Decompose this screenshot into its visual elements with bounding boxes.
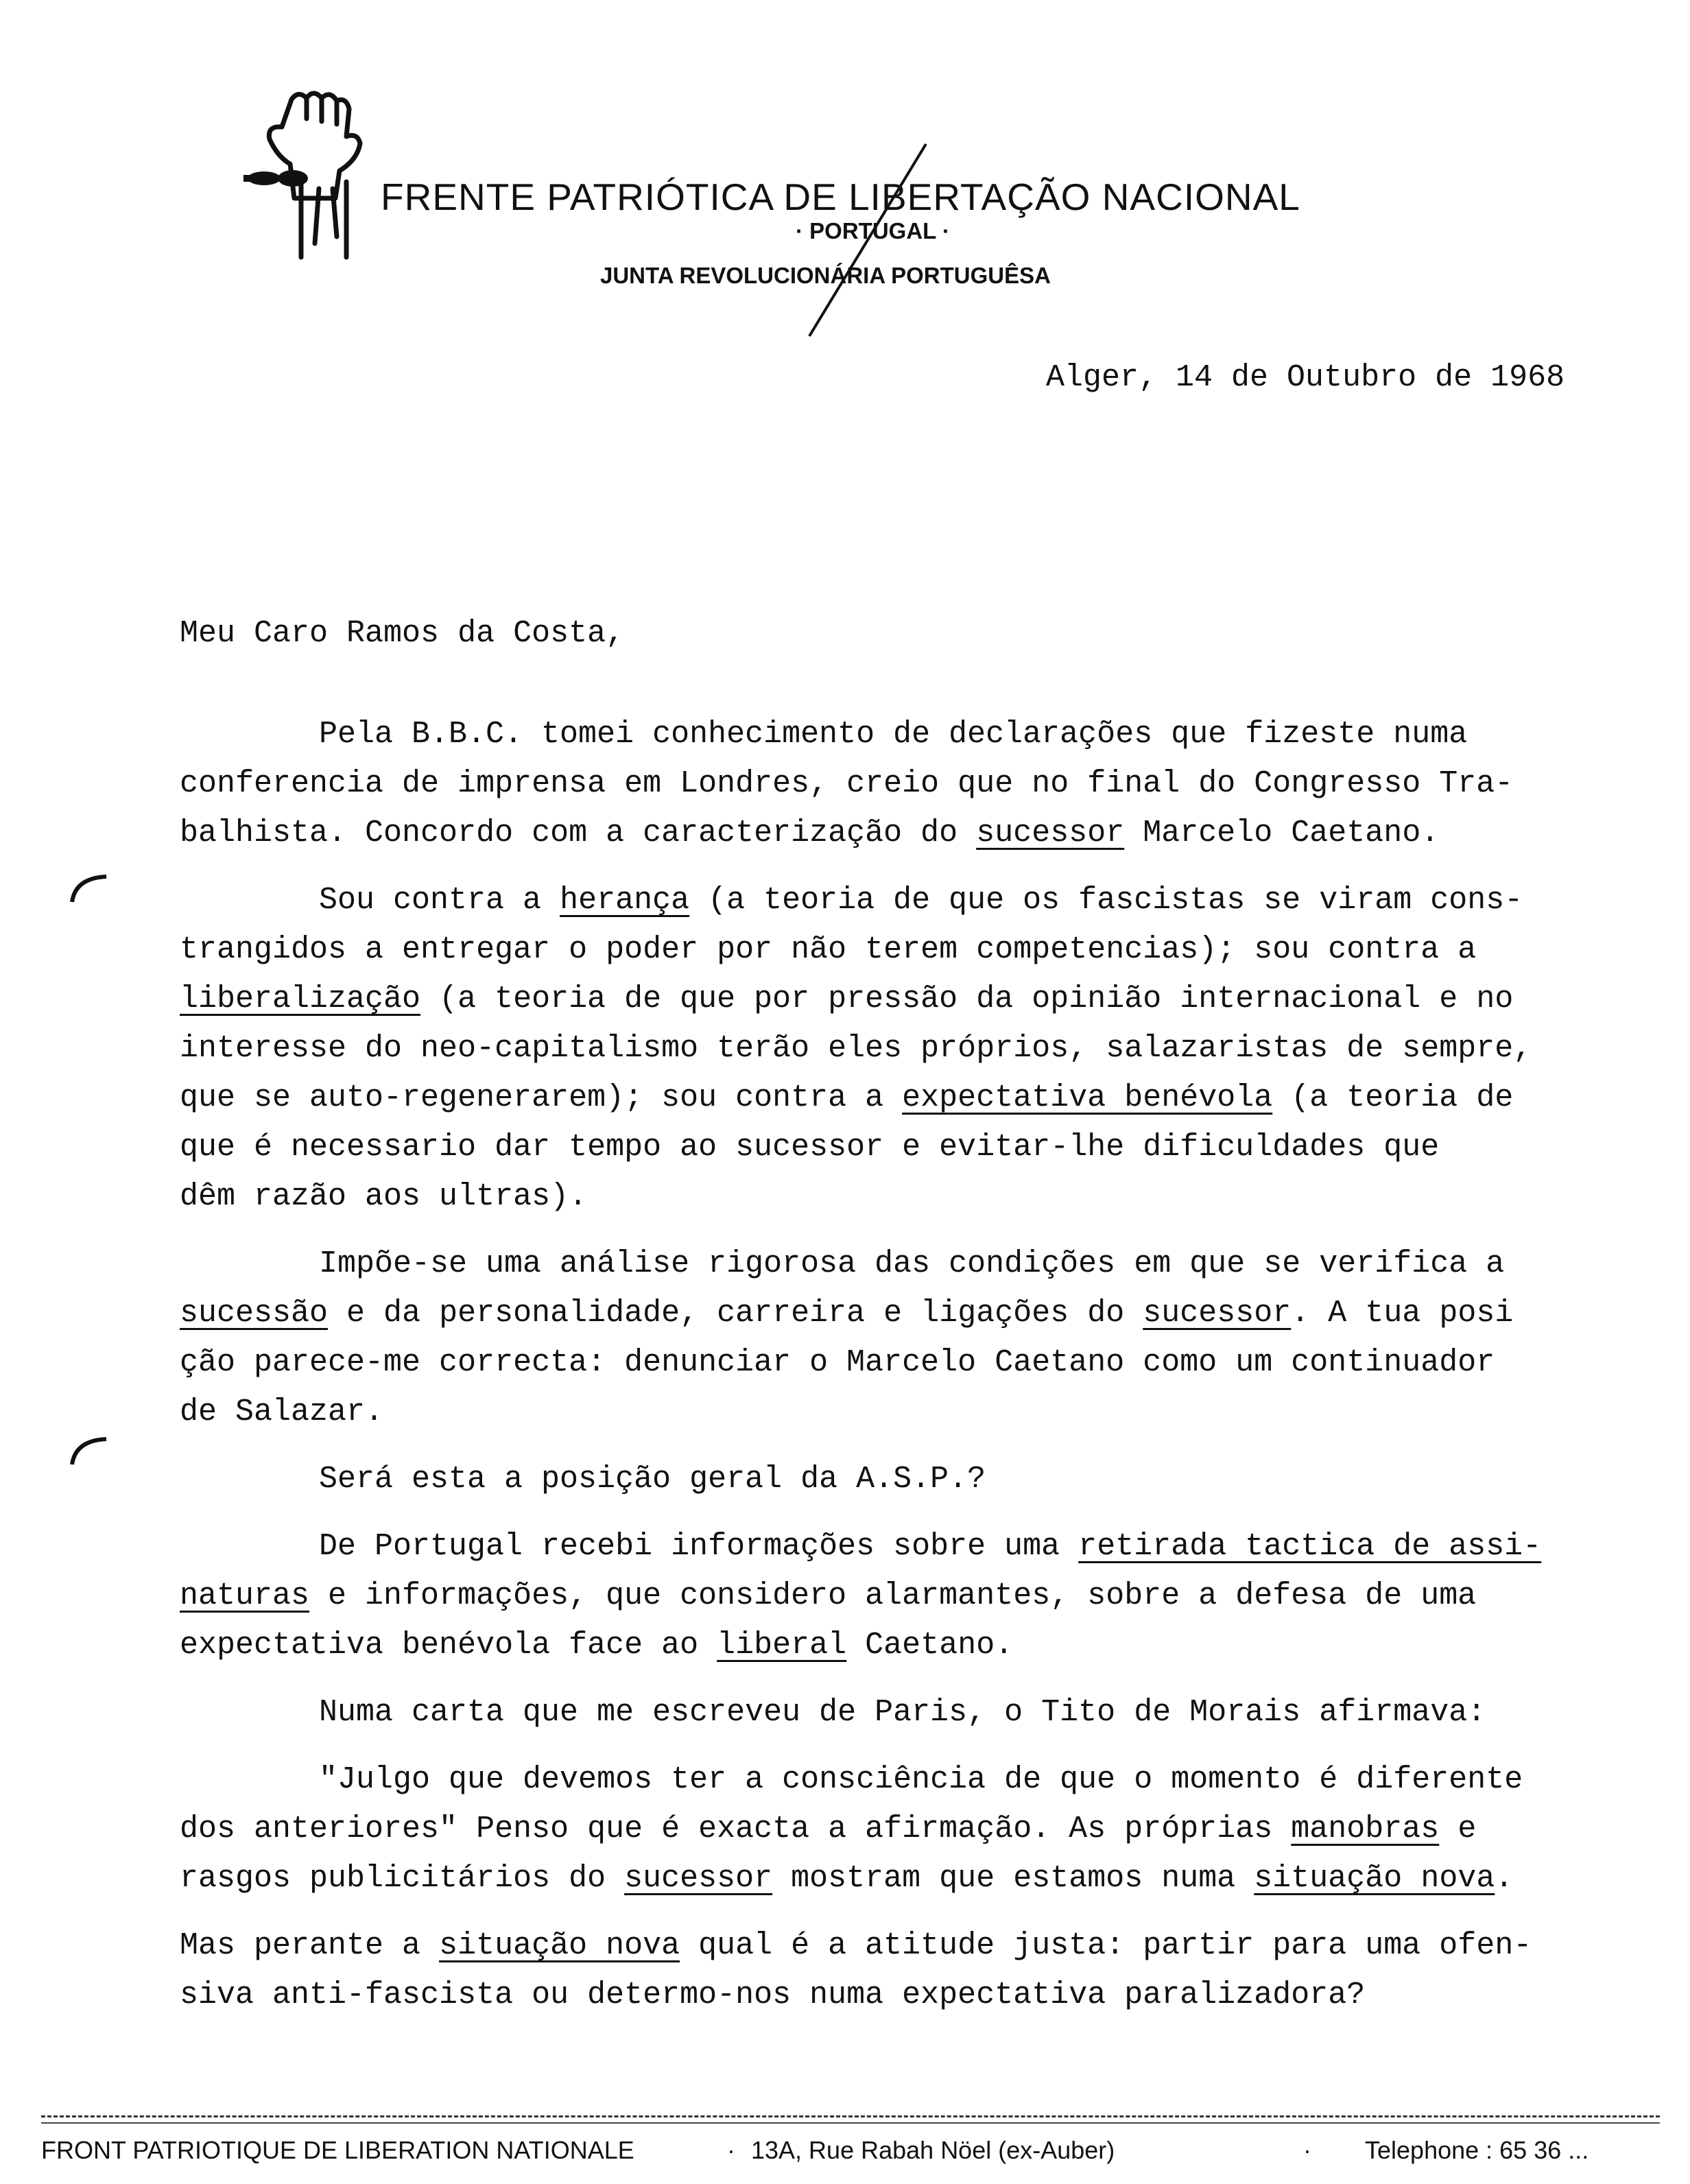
body-line: ção parece-me correcta: denunciar o Marcelo Caetano como um continuador [180,1345,1495,1380]
salutation: Meu Caro Ramos da Costa, [180,616,625,651]
underlined-term: retirada tactica de assi- [1078,1529,1542,1564]
body-line: balhista. Concordo com a caracterização do sucessor Marcelo Caetano. [180,816,1440,851]
body-line: Impõe-se uma análise rigorosa das condições em que se verifica a [319,1246,1505,1281]
footer-separator: · [1303,2136,1311,2164]
footer-separator: · [727,2136,735,2164]
body-line: sucessão e da personalidade, carreira e ligações do sucessor. A tua posi [180,1296,1514,1331]
body-line: dos anteriores" Penso que é exacta a afirmação. As próprias manobras e [180,1812,1477,1847]
letterhead-title: FRENTE PATRIÓTICA DE LIBERTAÇÃO NACIONAL [381,176,1300,218]
underlined-term: sucessor [1143,1296,1292,1331]
body-line: Sou contra a herança (a teoria de que os fascistas se viram cons- [319,883,1523,918]
body-line: trangidos a entregar o poder por não terem competencias); sou contra a [180,932,1477,967]
underlined-term: sucessão [180,1296,329,1331]
body-line: Numa carta que me escreveu de Paris, o Tito de Morais afirmava: [319,1695,1486,1730]
body-line: "Julgo que devemos ter a consciência de que o momento é diferente [319,1762,1523,1797]
body-line: Mas perante a situação nova qual é a atitude justa: partir para uma ofen- [180,1928,1532,1963]
body-line: naturas e informações, que considero alarmantes, sobre a defesa de uma [180,1578,1477,1613]
punch-mark [65,871,120,905]
underlined-term: liberalização [180,982,421,1017]
fist-chain-logo [243,86,388,271]
underlined-term: sucessor [624,1861,773,1896]
footer-phone: Telephone : 65 36 ... [1365,2136,1589,2164]
underlined-term: herança [560,883,690,918]
body-line: Será esta a posição geral da A.S.P.? [319,1462,986,1497]
underlined-term: naturas [180,1578,310,1613]
underlined-term: expectativa benévola [902,1080,1273,1115]
pen-stroke-mark [789,141,953,340]
body-line: siva anti-fascista ou determo-nos numa expectativa paralizadora? [180,1978,1366,2013]
body-line: conferencia de imprensa em Londres, creio que no final do Congresso Tra- [180,766,1514,801]
body-line: rasgos publicitários do sucessor mostram que estamos numa situação nova. [180,1861,1514,1896]
body-line: de Salazar. [180,1394,384,1429]
underlined-term: situação nova [439,1928,680,1963]
body-line: dêm razão aos ultras). [180,1179,588,1214]
letterhead-subtitle: JUNTA REVOLUCIONÁRIA PORTUGUÊSA [600,263,1051,288]
underlined-term: manobras [1291,1812,1440,1847]
underlined-term: situação nova [1254,1861,1495,1896]
body-line: liberalização (a teoria de que por pressão da opinião internacional e no [180,982,1514,1017]
body-line: expectativa benévola face ao liberal Caetano. [180,1628,1014,1663]
letterhead-country: · PORTUGAL · [796,218,950,244]
body-line: que se auto-regenerarem); sou contra a expectativa benévola (a teoria de [180,1080,1514,1115]
letter-date: Alger, 14 de Outubro de 1968 [1046,360,1565,395]
body-line: interesse do neo-capitalismo terão eles próprios, salazaristas de sempre, [180,1031,1532,1066]
body-line: De Portugal recebi informações sobre uma retirada tactica de assi- [319,1529,1542,1564]
body-line: Pela B.B.C. tomei conhecimento de declarações que fizeste numa [319,717,1468,752]
footer-address: 13A, Rue Rabah Nöel (ex-Auber) [751,2136,1115,2164]
body-line: que é necessario dar tempo ao sucessor e evitar-lhe dificuldades que [180,1130,1440,1165]
footer-organization: FRONT PATRIOTIQUE DE LIBERATION NATIONALE [41,2136,634,2164]
underlined-term: liberal [717,1628,847,1663]
footer-divider [41,2115,1660,2117]
footer-divider [41,2122,1660,2124]
underlined-term: sucessor [976,816,1125,851]
punch-mark [65,1434,120,1468]
